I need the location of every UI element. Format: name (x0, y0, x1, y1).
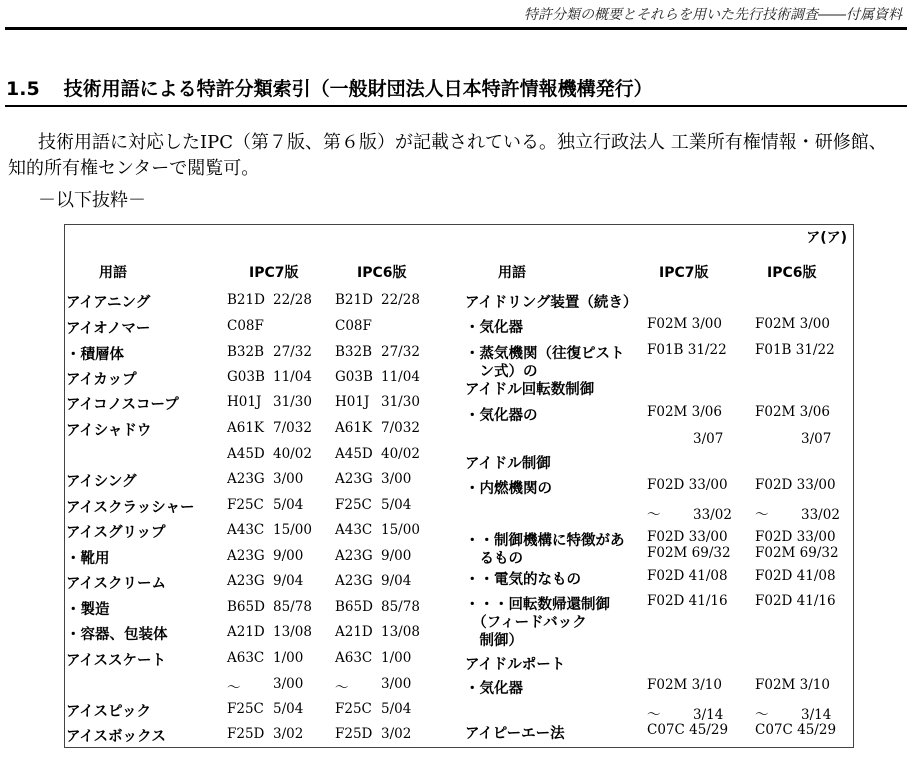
ipc7-class: B65D (227, 599, 265, 615)
ipc6-line: ～ (755, 507, 769, 523)
ipc6-class: ～ (335, 680, 349, 696)
ipc7-group: 7/032 (273, 420, 312, 436)
term-line: ・気化器 (465, 320, 523, 336)
header-ipc6-left: IPC6版 (357, 265, 407, 281)
term-line: ・内燃機関の (465, 481, 552, 497)
term-line: ・気化器 (465, 681, 523, 697)
ipc6-line: F02M 3/00 (755, 316, 830, 332)
term-line: （フィードバック (465, 615, 587, 631)
ipc6-group: 27/32 (381, 344, 420, 360)
term-line: アイドルポート (465, 657, 566, 673)
ipc6-class: B65D (335, 599, 373, 615)
ipc6-group: 5/04 (381, 497, 412, 513)
ipc6-group: 3/02 (381, 726, 412, 742)
ipc7-line: F02M 3/10 (647, 677, 722, 693)
header-ipc7-left: IPC7版 (249, 265, 299, 281)
ipc6-class: A21D (335, 624, 373, 640)
term: アイシャドウ (66, 423, 152, 439)
ipc7-class: A23G (227, 548, 265, 564)
term: ・積層体 (66, 347, 124, 363)
term: ・容器、包装体 (66, 627, 168, 643)
ipc6-class: A23G (335, 471, 373, 487)
header-ipc7-right: IPC7版 (659, 265, 709, 281)
ipc6-line: F02M 69/32 (755, 545, 839, 561)
ipc7-line: F02M 69/32 (647, 545, 731, 561)
section-rule (5, 105, 907, 107)
ipc7-line: F02D 41/16 (647, 593, 728, 609)
ipc6-line: F02D 33/00 (755, 477, 836, 493)
ipc7-line: ～ (647, 707, 661, 723)
term: アイスグリップ (66, 525, 166, 541)
ipc6-group: 3/00 (381, 676, 412, 692)
ipc6-class: F25C (335, 497, 372, 513)
ipc6-group: 9/04 (381, 573, 412, 589)
ipc6-class: A45D (335, 446, 373, 462)
ipc6-group: 31/30 (381, 394, 420, 410)
ipc6-group: 11/04 (381, 369, 420, 385)
term: アイコノスコープ (66, 397, 179, 413)
ipc6-group: 40/02 (381, 446, 420, 462)
header-term-left: 用語 (99, 265, 127, 281)
ipc7-line: F01B 31/22 (647, 342, 727, 358)
ipc6-group: 22/28 (381, 292, 420, 308)
ipc6-class: A23G (335, 573, 373, 589)
ipc6-line: F02D 41/16 (755, 593, 836, 609)
term: アイスボックス (66, 729, 166, 745)
ipc7-group: 3/00 (273, 471, 304, 487)
section-number: 1.5 (6, 78, 40, 100)
ipc7-group: 9/04 (273, 573, 304, 589)
term-line: アイドル制御 (465, 456, 551, 472)
term: アイスクリーム (66, 576, 167, 592)
ipc7-class: A43C (227, 522, 265, 538)
ipc7-line: 33/02 (693, 507, 732, 523)
ipc7-group: 27/32 (273, 344, 312, 360)
ipc7-line: F02D 33/00 (647, 529, 728, 545)
ipc6-line: C07C 45/29 (755, 722, 837, 738)
ipc7-group: 40/02 (273, 446, 312, 462)
ipc7-line: 3/07 (693, 431, 724, 447)
term: アイカップ (66, 372, 137, 388)
term: アイスクラッシャー (66, 500, 195, 516)
ipc7-class: A23G (227, 573, 265, 589)
ipc6-group: 15/00 (381, 522, 420, 538)
ipc7-group: 11/04 (273, 369, 312, 385)
term-line: アイドル回転数制御 (465, 382, 595, 398)
header-term-right: 用語 (498, 265, 526, 281)
ipc6-class: A23G (335, 548, 373, 564)
section-heading (6, 74, 653, 101)
ipc7-line: F02M 3/00 (647, 316, 722, 332)
term-line: アイピーエー法 (465, 726, 565, 742)
term: アイススケート (66, 653, 167, 669)
ipc6-group: 1/00 (381, 650, 412, 666)
ipc6-group: 85/78 (381, 599, 420, 615)
term-line: るもの (465, 551, 523, 567)
term: アイアニング (66, 295, 151, 311)
header-ipc6-right: IPC6版 (767, 265, 817, 281)
ipc7-class: A63C (227, 650, 265, 666)
ipc6-class: B21D (335, 292, 373, 308)
excerpt-label: －以下抜粋－ (38, 190, 146, 211)
index-table-box (64, 224, 854, 748)
ipc7-line: ～ (647, 507, 661, 523)
ipc7-line: F02D 41/08 (647, 568, 728, 584)
ipc7-group: 15/00 (273, 522, 312, 538)
ipc6-line: F01B 31/22 (755, 342, 835, 358)
ipc7-class: ～ (227, 680, 241, 696)
term-line: ・・制御機構に特徴があ (465, 533, 625, 549)
ipc7-group: 5/04 (273, 701, 304, 717)
ipc7-group: 9/00 (273, 548, 304, 564)
ipc7-group: 85/78 (273, 599, 312, 615)
ipc7-class: A61K (227, 420, 265, 436)
term: アイオノマー (66, 321, 151, 337)
ipc6-line: F02M 3/10 (755, 677, 830, 693)
ipc7-class: A21D (227, 624, 265, 640)
term: ・靴用 (66, 551, 110, 567)
index-tag: ア(ア) (806, 230, 847, 246)
ipc7-class: B21D (227, 292, 265, 308)
ipc7-class: F25C (227, 497, 264, 513)
ipc7-line: F02D 33/00 (647, 477, 728, 493)
ipc6-line: F02D 33/00 (755, 529, 836, 545)
term-line: ・・・回転数帰還制御 (465, 597, 610, 613)
ipc6-line: F02M 3/06 (755, 404, 830, 420)
ipc7-group: 22/28 (273, 292, 312, 308)
term-line: ン式）の (465, 364, 538, 380)
ipc6-line: 3/07 (801, 431, 832, 447)
ipc7-class: C08F (227, 318, 264, 334)
term-line: ・・電気的なもの (465, 572, 581, 588)
ipc6-line: 3/14 (801, 707, 832, 723)
ipc6-class: A63C (335, 650, 373, 666)
ipc6-class: G03B (335, 369, 373, 385)
term-line: ・蒸気機関（往復ピスト (465, 346, 625, 362)
ipc7-group: 3/00 (273, 676, 304, 692)
ipc7-line: C07C 45/29 (647, 722, 729, 738)
section-title: 技術用語による特許分類索引（一般財団法人日本特許情報機構発行） (63, 78, 653, 100)
ipc7-group: 1/00 (273, 650, 304, 666)
term-line: ・気化器の (465, 408, 538, 424)
ipc6-line: 33/02 (801, 507, 840, 523)
ipc6-group: 5/04 (381, 701, 412, 717)
ipc6-line: F02D 41/08 (755, 568, 836, 584)
ipc6-class: F25D (335, 726, 373, 742)
ipc7-line: 3/14 (693, 707, 724, 723)
intro-paragraph: 技術用語に対応したIPC（第７版、第６版）が記載されている。独立行政法人 工業所有権情報・研修館、知的所有権センターで閲覧可。 (8, 132, 887, 179)
ipc7-class: B32B (227, 344, 265, 360)
ipc6-class: F25C (335, 701, 372, 717)
term: アイスピック (66, 704, 151, 720)
ipc6-group: 9/00 (381, 548, 412, 564)
ipc7-group: 5/04 (273, 497, 304, 513)
ipc7-class: F25D (227, 726, 265, 742)
ipc6-class: C08F (335, 318, 372, 334)
ipc6-class: A61K (335, 420, 373, 436)
term: ・製造 (66, 602, 110, 618)
ipc7-class: A45D (227, 446, 265, 462)
running-head: 特許分類の概要とそれらを用いた先行技術調査――付属資料 (524, 7, 902, 23)
term-line: 制御） (465, 633, 523, 649)
term: アイシング (66, 474, 137, 490)
ipc7-group: 31/30 (273, 394, 312, 410)
ipc6-group: 13/08 (381, 624, 420, 640)
ipc7-class: F25C (227, 701, 264, 717)
ipc6-group: 7/032 (381, 420, 420, 436)
header-rule (5, 27, 907, 30)
ipc7-line: F02M 3/06 (647, 404, 722, 420)
ipc6-line: ～ (755, 707, 769, 723)
ipc7-group: 13/08 (273, 624, 312, 640)
ipc7-class: G03B (227, 369, 265, 385)
ipc6-class: H01J (335, 394, 370, 410)
ipc7-group: 3/02 (273, 726, 304, 742)
ipc6-class: B32B (335, 344, 373, 360)
ipc6-class: A43C (335, 522, 373, 538)
term-line: アイドリング装置（続き） (465, 295, 638, 311)
ipc7-class: A23G (227, 471, 265, 487)
ipc7-class: H01J (227, 394, 262, 410)
ipc6-group: 3/00 (381, 471, 412, 487)
